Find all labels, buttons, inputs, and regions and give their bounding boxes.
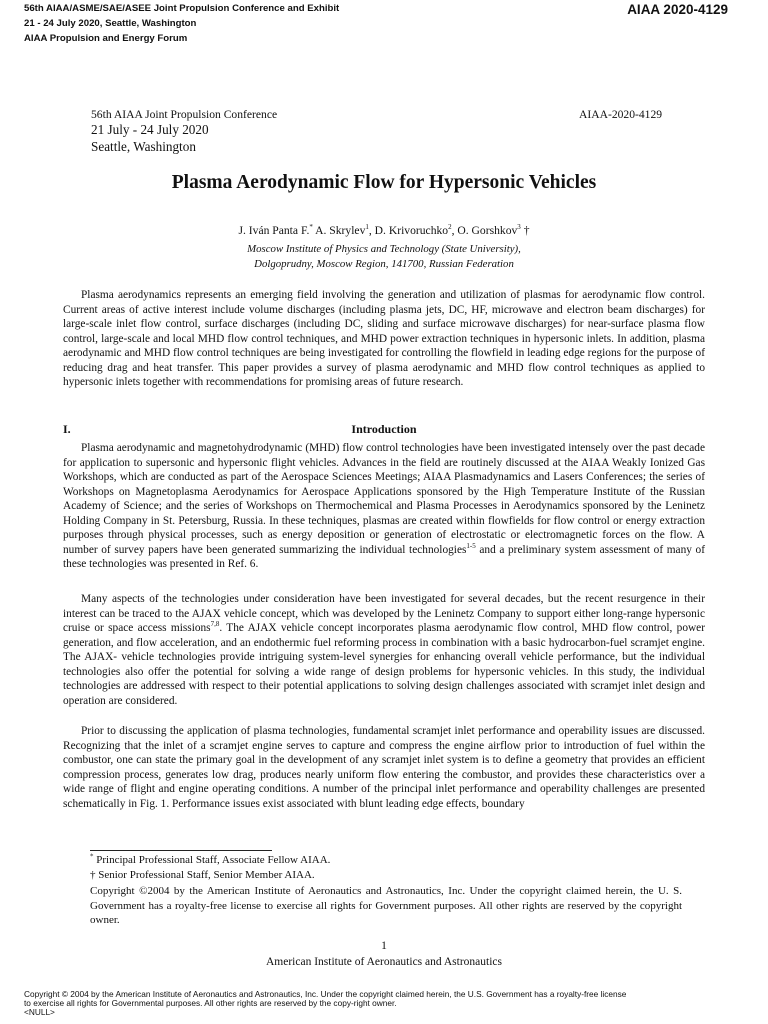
citation-7-8: 7,8 bbox=[210, 620, 220, 629]
section-number: I. bbox=[63, 422, 71, 436]
intro-paragraph-1 bbox=[63, 441, 705, 572]
author-1-mark: * bbox=[309, 223, 313, 232]
intro-paragraph-2-text-b: . The AJAX vehicle concept incorporates plasma aerodynamic flow control, MHD flow control, power generation, and flow acceleration, and an endothermic fuel reforming process in combination with a basic hydrocarbon-fuel scramjet engine. The AJAX- vehicle technologies provide intriguing system-level synergies for enhancing overall vehicle performance, but the individual technologies also offer the potential for solving a wide range of design problems for hypersonic vehicles. In this study, the individual technologies are addressed with respect to their potential applications to solving design challenges associated with scramjet inlet design and operation are considered. bbox=[63, 622, 705, 707]
header-conference-line: 56th AIAA/ASME/SAE/ASEE Joint Propulsion Conference and Exhibit bbox=[24, 3, 340, 14]
header-paper-id: AIAA 2020-4129 bbox=[627, 2, 728, 17]
footnote-copyright: Copyright ©2004 by the American Institute of Aeronautics and Astronautics, Inc. Under the copyright claimed herein, the U. S. Government has a royalty-free license to exercise all rights for Government purposes. All other rights are reserved by the copyright owner. bbox=[90, 885, 682, 926]
intro-paragraph-1-text-b: and a preliminary system assessment of many of these technologies was presented in Ref. 6. bbox=[63, 543, 705, 571]
footnote-2-mark: † bbox=[90, 869, 96, 881]
author-4-mark: 3 bbox=[517, 223, 521, 232]
paper-title: Plasma Aerodynamic Flow for Hypersonic Vehicles bbox=[171, 172, 597, 193]
intro-paragraph-2-text-a: Many aspects of the technologies under consideration have been investigated for several decades, but the recent resurgence in their interest can be traced to the AJAX vehicle concept, which was developed by the Leninetz Company to support either long-range hypersonic cruise or space access missions bbox=[63, 593, 705, 635]
footnote-2 bbox=[90, 868, 682, 883]
bottom-copyright-line-3: <NULL> bbox=[24, 1007, 55, 1017]
author-2: A. Skrylev bbox=[312, 224, 366, 237]
header-forum-line: AIAA Propulsion and Energy Forum bbox=[24, 33, 188, 44]
footnote-1 bbox=[90, 853, 682, 868]
header-dates-line: 21 - 24 July 2020, Seattle, Washington bbox=[24, 18, 197, 29]
page-number: 1 bbox=[381, 940, 387, 952]
intro-paragraph-1-text-a: Plasma aerodynamic and magnetohydrodynamic (MHD) flow control technologies have been investigated intensely over the past decade for application to supersonic and hypersonic flight vehicles. Advances in the field are routinely discussed at the AIAA Weakly Ionized Gas Workshops, which are conducted as part of the Aerospace Sciences Meetings; AIAA Plasmadynamics and Lasers Conferences; the series of Workshops on Magnetoplasma Aerodynamics for Aerospace Applications sponsored by the High Temperature Institute of the Russian Academy of Science; and the series of Workshops on Thermochemical and Plasma Processes in Aerodynamics sponsored by the Leninetz Holding Company in St. Petersburg, Russia. In these techniques, plasmas are created within flowfields for flow control or energy extraction purposes through physical processes, such as energy deposition or generation of electrostatic or electromagnetic forces on the flow. A number of survey papers have been generated summarizing the individual technologies bbox=[63, 442, 705, 556]
author-4: , O. Gorshkov bbox=[451, 224, 518, 237]
conference-paper-id: AIAA-2020-4129 bbox=[579, 108, 663, 121]
citation-1-5: 1-5 bbox=[466, 542, 476, 551]
affiliation-line-1: Moscow Institute of Physics and Technology (State University), bbox=[247, 243, 521, 255]
intro-paragraph-3: Prior to discussing the application of plasma technologies, fundamental scramjet inlet performance and operability issues are discussed. Recognizing that the inlet of a scramjet engine serves to capture and compress the engine airflow prior to introduction of fuel within the combustor, one can state the primary goal in the development of any scramjet inlet system is to define a geometry that provides an efficient compression process, generates low drag, produces nearly uniform flow entering the combustor, and provides these characteristics over a wide range of flight and engine operating conditions. A number of the principal inlet performance and operability challenges are presented schematically in Fig. 1. Performance issues exist associated with blunt leading edge effects, boundary bbox=[63, 725, 705, 810]
conference-dates: 21 July - 24 July 2020 bbox=[91, 122, 209, 137]
affiliation-line-2: Dolgoprudny, Moscow Region, 141700, Russian Federation bbox=[254, 258, 514, 270]
abstract: Plasma aerodynamics represents an emerging field involving the generation and utilization of plasmas for aerodynamic flow control. Current areas of active interest include volume discharges (including plasma jets, DC, HF, microwave and electron beam discharges) for large-scale inlet flow control, surface discharges (including DC, sliding and surface microwave discharges) for near-surface plasma flow control, large-scale and local MHD flow control techniques, and MHD power extraction techniques in hypersonic inlets. In addition, plasma aerodynamic and MHD flow control techniques are being investigated for controlling the flowfield in leading edge regions for the purpose of reducing drag and heat transfer. This paper provides a survey of plasma aerodynamic and MHD flow control techniques as applied to hypersonic inlets together with recommendations for promising areas of future research. bbox=[63, 289, 705, 389]
author-3: , D. Krivoruchko bbox=[368, 224, 449, 237]
author-2-mark: 1 bbox=[365, 223, 369, 232]
author-3-mark: 2 bbox=[448, 223, 452, 232]
intro-paragraph-2 bbox=[63, 592, 705, 708]
footnote-1-mark: * bbox=[90, 852, 94, 861]
conference-name: 56th AIAA Joint Propulsion Conference bbox=[91, 108, 278, 121]
footnote-divider bbox=[90, 850, 272, 851]
footnote-2-text: Senior Professional Staff, Senior Member AIAA. bbox=[95, 869, 315, 881]
author-1: J. Iván Panta F. bbox=[238, 224, 310, 237]
footnote-1-text: Principal Professional Staff, Associate Fellow AIAA. bbox=[93, 854, 331, 866]
author-dagger: † bbox=[520, 224, 530, 237]
author-list bbox=[0, 224, 768, 237]
conference-location: Seattle, Washington bbox=[91, 139, 196, 154]
section-title: Introduction bbox=[351, 422, 417, 436]
page-footer-institute: American Institute of Aeronautics and Astronautics bbox=[265, 956, 502, 968]
bottom-copyright-line-1: Copyright © 2004 by the American Institute of Aeronautics and Astronautics, Inc. Under the copyright claimed herein, the U.S. Government has a royalty-free license bbox=[24, 989, 627, 999]
bottom-copyright-line-2: to exercise all rights for Governmental purposes. All other rights are reserved by the copy-right owner. bbox=[24, 998, 397, 1008]
